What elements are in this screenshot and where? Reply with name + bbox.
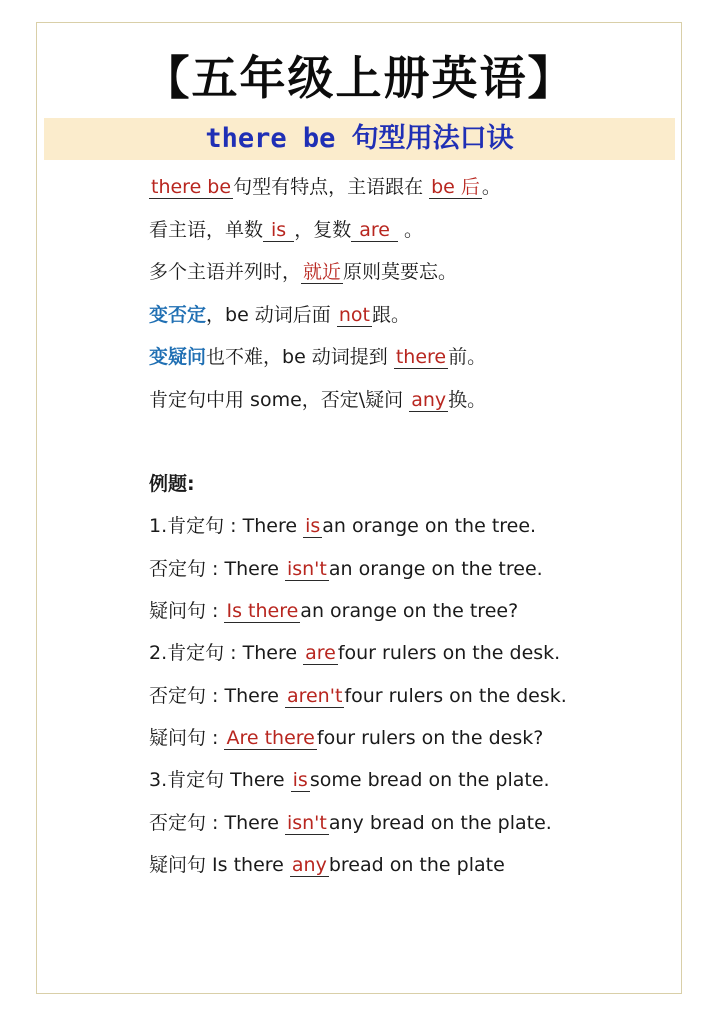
answer-blank: is (305, 515, 321, 537)
answer-blank: there (395, 346, 447, 368)
answer-blank: is (263, 219, 294, 242)
rule-line-3: 多个主语并列时， 就近 原则莫要忘。 (149, 261, 458, 283)
example-line: 否定句 : There isn't any bread on the plate. (149, 812, 552, 834)
answer-blank: any (291, 854, 327, 876)
answer-blank: there be (151, 176, 232, 198)
rule-line-4: 变否定，be 动词后面 not 跟。 (149, 304, 410, 326)
example-line: 疑问句 Is there any bread on the plate (149, 854, 505, 876)
answer-blank: are (305, 642, 336, 664)
page-border (36, 22, 682, 994)
answer-blank: isn't (286, 812, 327, 834)
example-line: 1.肯定句 : There is an orange on the tree. (149, 515, 537, 537)
rule-line-2: 看主语，单数 is ，复数 are 。 (149, 219, 423, 241)
answer-blank: aren't (286, 685, 343, 707)
keyword-question: 变疑问 (149, 346, 207, 368)
rule-line-5: 变疑问也不难，be 动词提到 there 前。 (149, 346, 487, 368)
example-line: 3.肯定句 There is some bread on the plate. (149, 769, 550, 791)
example-line: 否定句 : There isn't an orange on the tree. (149, 558, 543, 580)
keyword-negative: 变否定 (149, 304, 207, 326)
answer-blank: 就近 (303, 261, 342, 283)
subtitle: there be 句型用法口诀 (205, 123, 514, 154)
answer-blank: Are there (226, 727, 315, 749)
answer-blank: be 后 (431, 176, 480, 198)
page-title: 【五年级上册英语】 (143, 51, 576, 105)
answer-blank: are (351, 219, 398, 242)
answer-blank: Is there (226, 600, 299, 622)
example-line: 否定句 : There aren't four rulers on the desk. (149, 685, 567, 707)
example-line: 2.肯定句 : There are four rulers on the desk. (149, 642, 561, 664)
rule-line-6: 肯定句中用 some，否定\疑问 any 换。 (149, 389, 487, 411)
answer-blank: is (292, 769, 308, 791)
rule-line-1: there be 句型有特点，主语跟在 be 后 。 (151, 176, 501, 198)
answer-blank: isn't (286, 558, 327, 580)
example-line: 疑问句 : Are there four rulers on the desk? (149, 727, 544, 749)
answer-blank: any (411, 389, 447, 411)
answer-blank: not (338, 304, 370, 326)
examples-heading: 例题: (149, 473, 195, 495)
example-line: 疑问句 : Is there an orange on the tree? (149, 600, 519, 622)
